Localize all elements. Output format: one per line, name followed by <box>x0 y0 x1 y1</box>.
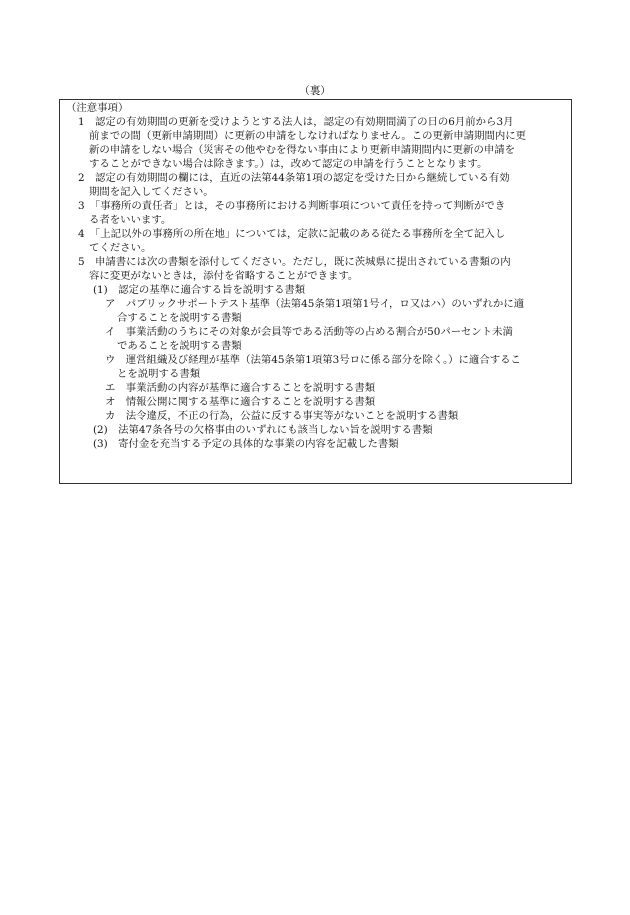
note-2-line-1: 2 認定の有効期間の欄には，直近の法第44条第1項の認定を受けた日から継続している有効 <box>78 172 510 184</box>
page-heading: （裏） <box>299 85 331 97</box>
item-ka: カ 法令違反，不正の行為，公益に反する事実等がないことを説明する書類 <box>105 410 459 422</box>
item-u-line-2: とを説明する書類 <box>117 368 201 380</box>
item-i-line-2: であることを説明する書類 <box>117 340 242 352</box>
item-e: エ 事業活動の内容が基準に適合することを説明する書類 <box>105 382 376 394</box>
note-1-line-4: することができない場合は除きます。）は，改めて認定の申請を行うこととなります。 <box>89 158 488 170</box>
note-5-line-2: 容に変更がないときは，添付を省略することができます。 <box>89 270 359 282</box>
note-3-line-2: る者をいいます。 <box>89 214 172 226</box>
item-1-heading: (1) 認定の基準に適合する旨を説明する書類 <box>93 284 306 296</box>
item-u-line-1: ウ 運営組織及び経理が基準（法第45条第1項第3号ロに係る部分を除く。）に適合するこ <box>105 354 521 366</box>
note-1-line-3: 新の申請をしない場合（災害その他やむを得ない事由により更新申請期間内に更新の申請を <box>89 144 516 156</box>
note-3-line-1: 3 「事務所の責任者」とは，その事務所における判断事項について責任を持って判断ができ <box>78 200 506 212</box>
item-a-line-1: ア パブリックサポートテスト基準（法第45条第1項第1号イ，ロ又はハ）のいずれかに適 <box>105 298 525 310</box>
notes-header: （注意事項） <box>66 102 129 114</box>
item-2: (2) 法第47条各号の欠格事由のいずれにも該当しない旨を説明する書類 <box>93 424 433 436</box>
item-3: (3) 寄付金を充当する予定の具体的な事業の内容を記載した書類 <box>93 438 399 450</box>
notes-box <box>59 99 572 484</box>
item-o: オ 情報公開に関する基準に適合することを説明する書類 <box>105 396 376 408</box>
note-5-line-1: 5 申請書には次の書類を添付してください。ただし，既に茨城県に提出されている書類の内 <box>78 256 511 268</box>
note-4-line-1: 4 「上記以外の事務所の所在地」については，定款に記載のある従たる事務所を全て記入し <box>78 228 506 240</box>
note-4-line-2: てください。 <box>89 242 152 254</box>
note-1-line-2: 前までの間（更新申請期間）に更新の申請をしなければなりません。この更新申請期間内に更 <box>89 130 527 142</box>
note-1-line-1: 1 認定の有効期間の更新を受けようとする法人は，認定の有効期間満了の日の6月前から3月 <box>78 116 514 128</box>
item-a-line-2: 合することを説明する書類 <box>117 312 242 324</box>
item-i-line-1: イ 事業活動のうちにその対象が会員等である活動等の占める割合が50パーセント未満 <box>105 326 513 338</box>
note-2-line-2: 期間を記入してください。 <box>89 186 214 198</box>
